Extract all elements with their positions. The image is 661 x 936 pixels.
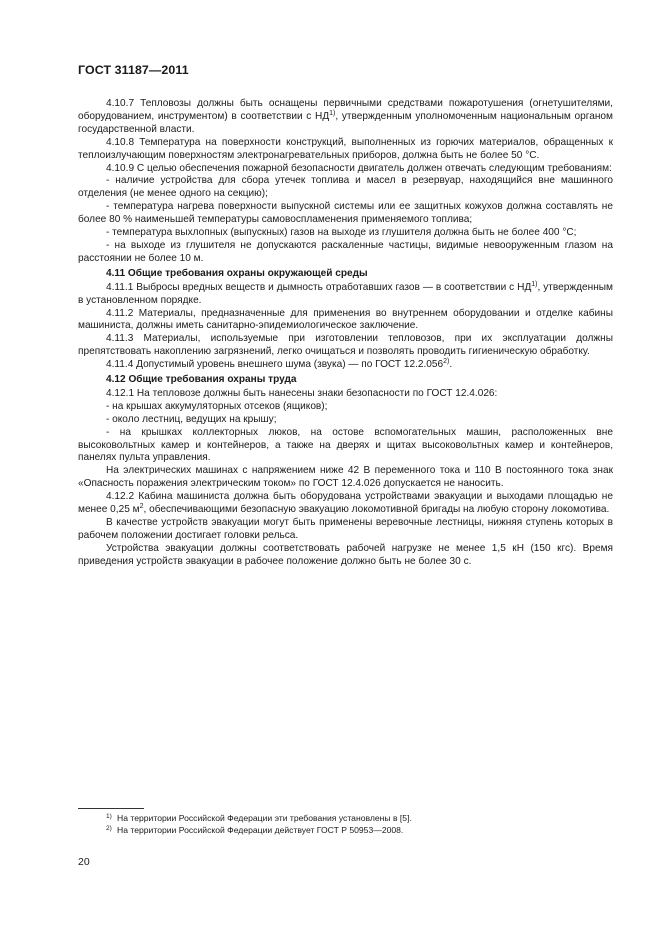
paragraph-text: В качестве устройств эвакуации могут быть применены веревочные лестницы, нижняя ступень которых в рабочем положении достигает головки рельса. [78,517,613,541]
list-item: - на крышках коллекторных люков, на остове вспомогательных машин, расположенных вне высоковольтных камер и контейнеров, а также на дверях и щитах высоковольтных камер и контейнеров, панелях пульта управления. [78,426,613,464]
paragraph-4-11-4: 4.11.4 Допустимый уровень внешнего шума (звука) — по ГОСТ 12.2.056$^{2)}$. [106,358,453,371]
footnote-ref: 1) [531,280,538,288]
list-item: - температура нагрева поверхности выпускной системы или ее защитных кожухов должна составлять не более 80 % наименьшей температуры самовоспламенения применяемого топлива; [78,201,613,226]
superscript: 2 [139,503,144,511]
paragraph-4-12-2: 4.12.2 Кабина машиниста должна быть оборудована устройствами эвакуации и выходами площадью не менее 0,25 $м^2$, обеспечивающими безопасную эвакуацию локомотивной бригады на любую сторону локомотива. [78,491,613,516]
section-heading-4-11: 4.11 Общие требования охраны окружающей среды [106,267,368,279]
footnote-item: 1) На территории Российской Федерации эти требования установлены в [5]. [106,813,412,823]
list-item: - температура выхлопных (выпускных) газов на выходе из глушителя должна быть не более 400 °С; [106,227,577,239]
footnote-item: 2) На территории Российской Федерации действует ГОСТ Р 50953—2008. [106,825,404,835]
section-heading-4-12: 4.12 Общие требования охраны труда [106,374,297,386]
paragraph-4-10-7: 4.10.7 Тепловозы должны быть оснащены первичными средствами пожаротушения (огнетушителями, оборудованием, инструментом) в соответствии с НД$^{1)}$, утвержденным уполномоченным национальным органом государственной власти. [78,98,613,135]
footnote-ref: 2) [443,358,450,366]
page-number: 20 [78,856,90,868]
paragraph-4-12-1: 4.12.1 На тепловозе должны быть нанесены знаки безопасности по ГОСТ 12.4.026: [106,387,498,399]
document-header: ГОСТ 31187—2011 [78,63,189,77]
paragraph-4-10-8: 4.10.8 Температура на поверхности конструкций, выполненных из горючих материалов, обращенных к теплоизлучающим поверхностям электронагревательных приборов, должна быть не более 50 °С. [78,136,613,161]
footnote-divider [78,808,144,809]
footnotes [106,812,606,836]
list-item: - наличие устройства для сбора утечек топлива и масел в резервуар, находящийся вне машинного отделения (не менее одного на секцию); [78,175,613,200]
document-body [78,98,613,569]
paragraph-4-11-1: 4.11.1 Выбросы вредных веществ и дымность отработавших газов — в соответствии с НД$^{1)}$, утвержденным в установленном порядке. [78,280,613,306]
paragraph-4-11-3: 4.11.3 Материалы, используемые при изготовлении тепловозов, при их эксплуатации должны препятствовать накоплению загрязнений, легко очищаться и позволять проводить гигиеническую обработку. [78,333,613,358]
paragraph-4-11-2: 4.11.2 Материалы, предназначенные для применения во внутреннем оборудовании и отделке кабины машиниста, должны иметь санитарно-эпидемиологическое заключение. [78,307,613,332]
list-item: - на выходе из глушителя не допускаются раскаленные частицы, видимые невооруженным глазом на расстоянии не более 10 м. [78,239,613,264]
paragraph-note: На электрических машинах с напряжением ниже 42 В переменного тока и 110 В постоянного тока знак «Опасность поражения электрическим током» по ГОСТ 12.4.026 допускается не наносить. [78,465,613,490]
paragraph-4-10-9: 4.10.9 С целью обеспечения пожарной безопасности двигатель должен отвечать следующим требованиям: [106,162,612,174]
list-item: - на крышах аккумуляторных отсеков (ящиков); [106,400,328,412]
paragraph-text: Устройства эвакуации должны соответствовать рабочей нагрузке не менее 1,5 кН (150 кгс). Время приведения устройств эвакуации в рабочее положение должно быть не более 30 с. [78,542,613,567]
footnote-ref: 1) [329,109,336,117]
list-item: - около лестниц, ведущих на крышу; [106,413,277,425]
